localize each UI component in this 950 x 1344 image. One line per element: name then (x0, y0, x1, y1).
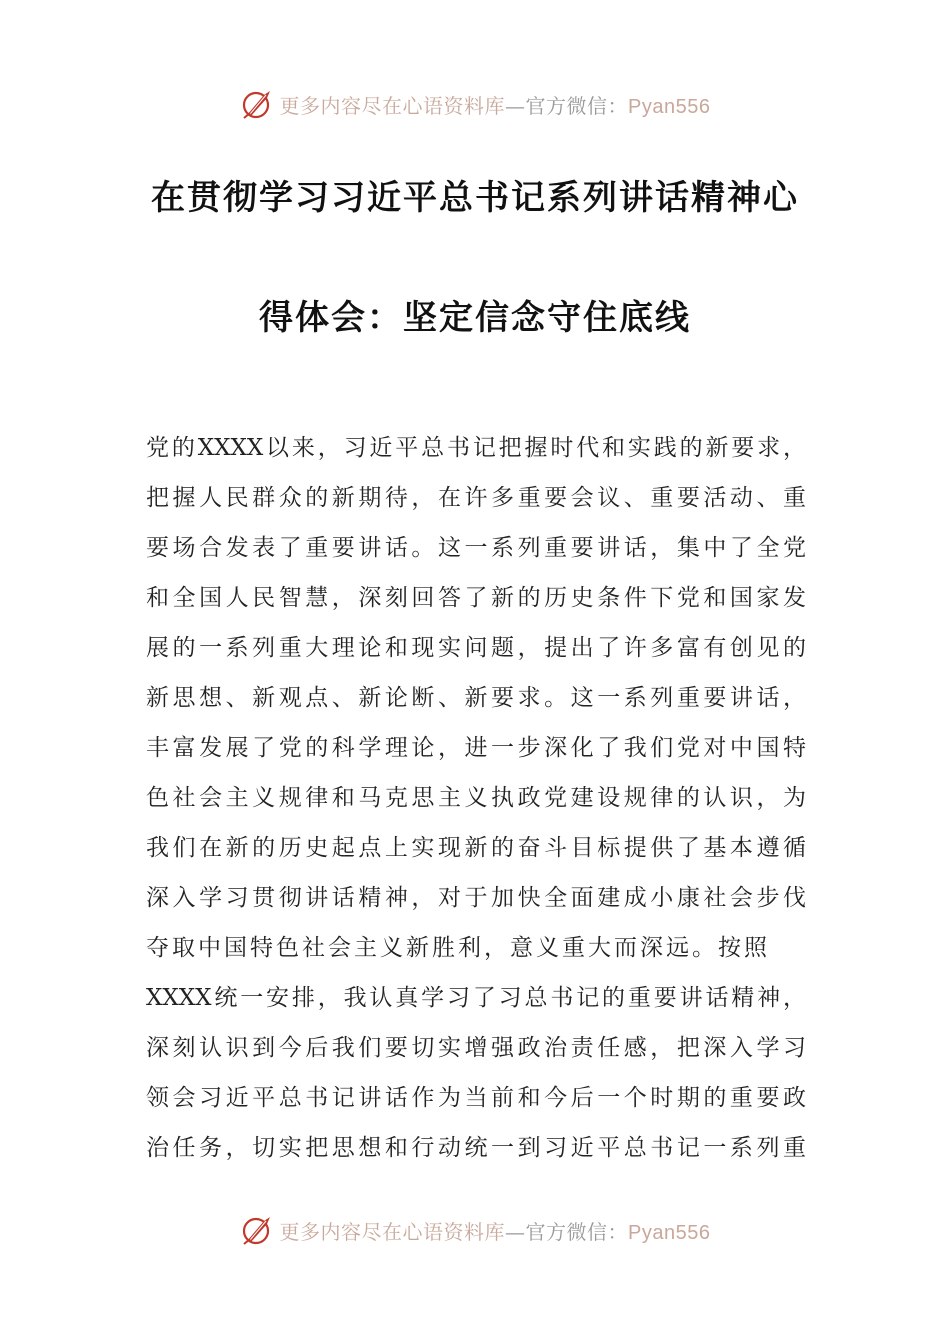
body-line: 新思想、新观点、新论断、新要求。这一系列重要讲话， (146, 685, 806, 711)
body-line: 深入学习贯彻讲话精神，对于加快全面建成小康社会步伐 (146, 885, 806, 911)
header-banner (0, 84, 950, 124)
header-separator: — (505, 93, 526, 118)
body-line: XXXX统一安排，我认真学习了习总书记的重要讲话精神， (146, 985, 806, 1011)
footer-banner-text (280, 1216, 711, 1245)
body-line: 把握人民群众的新期待，在许多重要会议、重要活动、重 (146, 485, 806, 511)
footer-separator: — (505, 1219, 526, 1244)
footer-brand-text: 更多内容尽在心语资料库 (279, 1219, 506, 1244)
footer-banner (0, 1210, 950, 1250)
quill-pen-logo-icon (240, 1213, 274, 1247)
body-line: 色社会主义规律和马克思主义执政党建设规律的认识，为 (146, 785, 806, 811)
body-paragraph (146, 428, 806, 1178)
header-wechat-label: 官方微信： (525, 93, 629, 118)
header-wechat-id: Pyan556 (628, 95, 711, 118)
body-line: 展的一系列重大理论和现实问题，提出了许多富有创见的 (146, 635, 806, 661)
document-title-line-1: 在贯彻学习习近平总书记系列讲话精神心 (151, 178, 799, 218)
body-line: 丰富发展了党的科学理论，进一步深化了我们党对中国特 (146, 735, 806, 761)
header-brand-text: 更多内容尽在心语资料库 (279, 93, 506, 118)
footer-wechat-label: 官方微信： (525, 1219, 629, 1244)
body-line: 党的XXXX以来，习近平总书记把握时代和实践的新要求， (146, 435, 806, 461)
quill-pen-logo-icon (240, 87, 274, 121)
body-line: 和全国人民智慧，深刻回答了新的历史条件下党和国家发 (146, 585, 806, 611)
body-line: 深刻认识到今后我们要切实增强政治责任感，把深入学习 (146, 1035, 806, 1061)
body-line: 夺取中国特色社会主义新胜利，意义重大而深远。按照 (146, 935, 770, 961)
body-line: 治任务，切实把思想和行动统一到习近平总书记一系列重 (146, 1135, 806, 1161)
document-title-line-2: 得体会：坚定信念守住底线 (259, 298, 691, 338)
body-line: 领会习近平总书记讲话作为当前和今后一个时期的重要政 (146, 1085, 806, 1111)
header-banner-text (280, 90, 711, 119)
body-line: 要场合发表了重要讲话。这一系列重要讲话，集中了全党 (146, 535, 806, 561)
footer-wechat-id: Pyan556 (628, 1221, 711, 1244)
body-line: 我们在新的历史起点上实现新的奋斗目标提供了基本遵循 (146, 835, 806, 861)
